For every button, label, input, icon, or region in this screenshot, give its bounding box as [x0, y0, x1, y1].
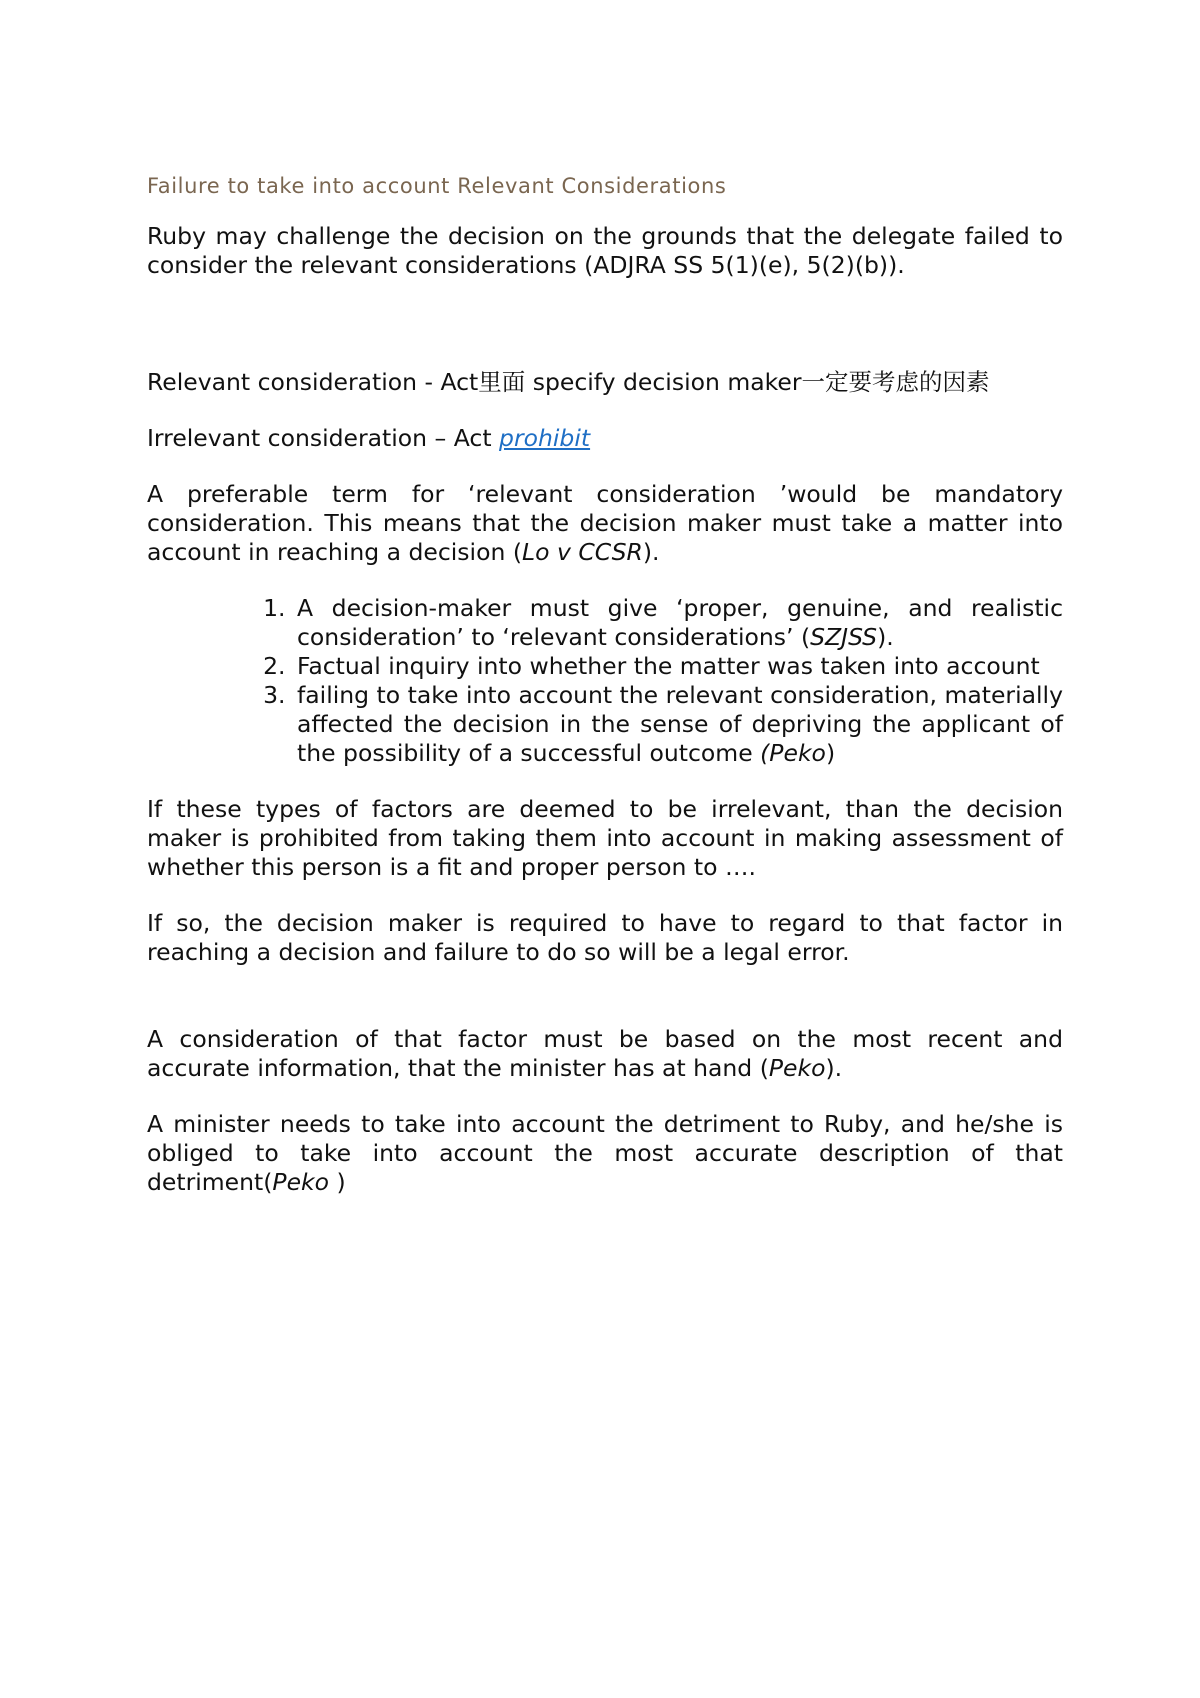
preferable-term-text: A preferable term for ‘relevant consideration ’would be mandatory consideration. This means that the decision maker must take a matter into account in reaching a decision ( — [147, 480, 1063, 566]
minister-text: A minister needs to take into account the detriment to Ruby, and he/she is obliged to take into account the most accurate description of that detriment( — [147, 1110, 1063, 1196]
list-item — [293, 681, 1063, 768]
case-citation-lo-v-ccsr: Lo v CCSR — [522, 538, 643, 566]
intro-paragraph: Ruby may challenge the decision on the grounds that the delegate failed to consider the relevant considerations (ADJRA SS 5(1)(e), 5(2)(b)). — [147, 222, 1063, 279]
list-item-2-text: Factual inquiry into whether the matter was taken into account — [297, 652, 1040, 680]
if-so-paragraph: If so, the decision maker is required to have to regard to that factor in reaching a decision and failure to do so will be a legal error. — [147, 909, 1063, 966]
list-item-1-text: A decision-maker must give ‘proper, genuine, and realistic consideration’ to ‘relevant considerations’ ( — [297, 594, 1063, 651]
irrelevant-factors-paragraph: If these types of factors are deemed to be irrelevant, than the decision maker is prohibited from taking them into account in making assessment of whether this person is a fit and proper person to …. — [147, 795, 1063, 881]
irrelevant-consideration-line — [147, 424, 1063, 453]
preferable-term-end: ). — [642, 538, 660, 566]
case-citation-peko: Peko — [272, 1168, 330, 1196]
list-item-3-end: ) — [825, 739, 836, 767]
case-citation-peko: Peko — [768, 1054, 826, 1082]
minister-paragraph — [147, 1110, 1063, 1197]
irrelevant-consideration-text: Irrelevant consideration – Act — [147, 424, 500, 452]
minister-end: ) — [329, 1168, 346, 1196]
numbered-list — [147, 594, 1063, 768]
list-item-3-text: failing to take into account the relevant consideration, materially affected the decision in the sense of depriving the applicant of the possibility of a successful outcome — [297, 681, 1063, 767]
consideration-text: A consideration of that factor must be based on the most recent and accurate information, that the minister has at hand ( — [147, 1025, 1063, 1082]
prohibit-link[interactable]: prohibit — [499, 424, 591, 452]
preferable-term-paragraph — [147, 480, 1063, 567]
case-citation-szjss: SZJSS — [810, 623, 878, 651]
consideration-paragraph — [147, 1025, 1063, 1083]
list-item — [293, 594, 1063, 652]
consideration-end: ). — [825, 1054, 843, 1082]
section-heading: Failure to take into account Relevant Considerations — [147, 174, 727, 198]
case-citation-peko: (Peko — [760, 739, 826, 767]
document-page — [147, 172, 1063, 1197]
list-item-1-end: ). — [877, 623, 894, 651]
list-item — [293, 652, 1063, 681]
relevant-consideration-line: Relevant consideration - Act里面 specify decision maker一定要考虑的因素 — [147, 368, 990, 396]
